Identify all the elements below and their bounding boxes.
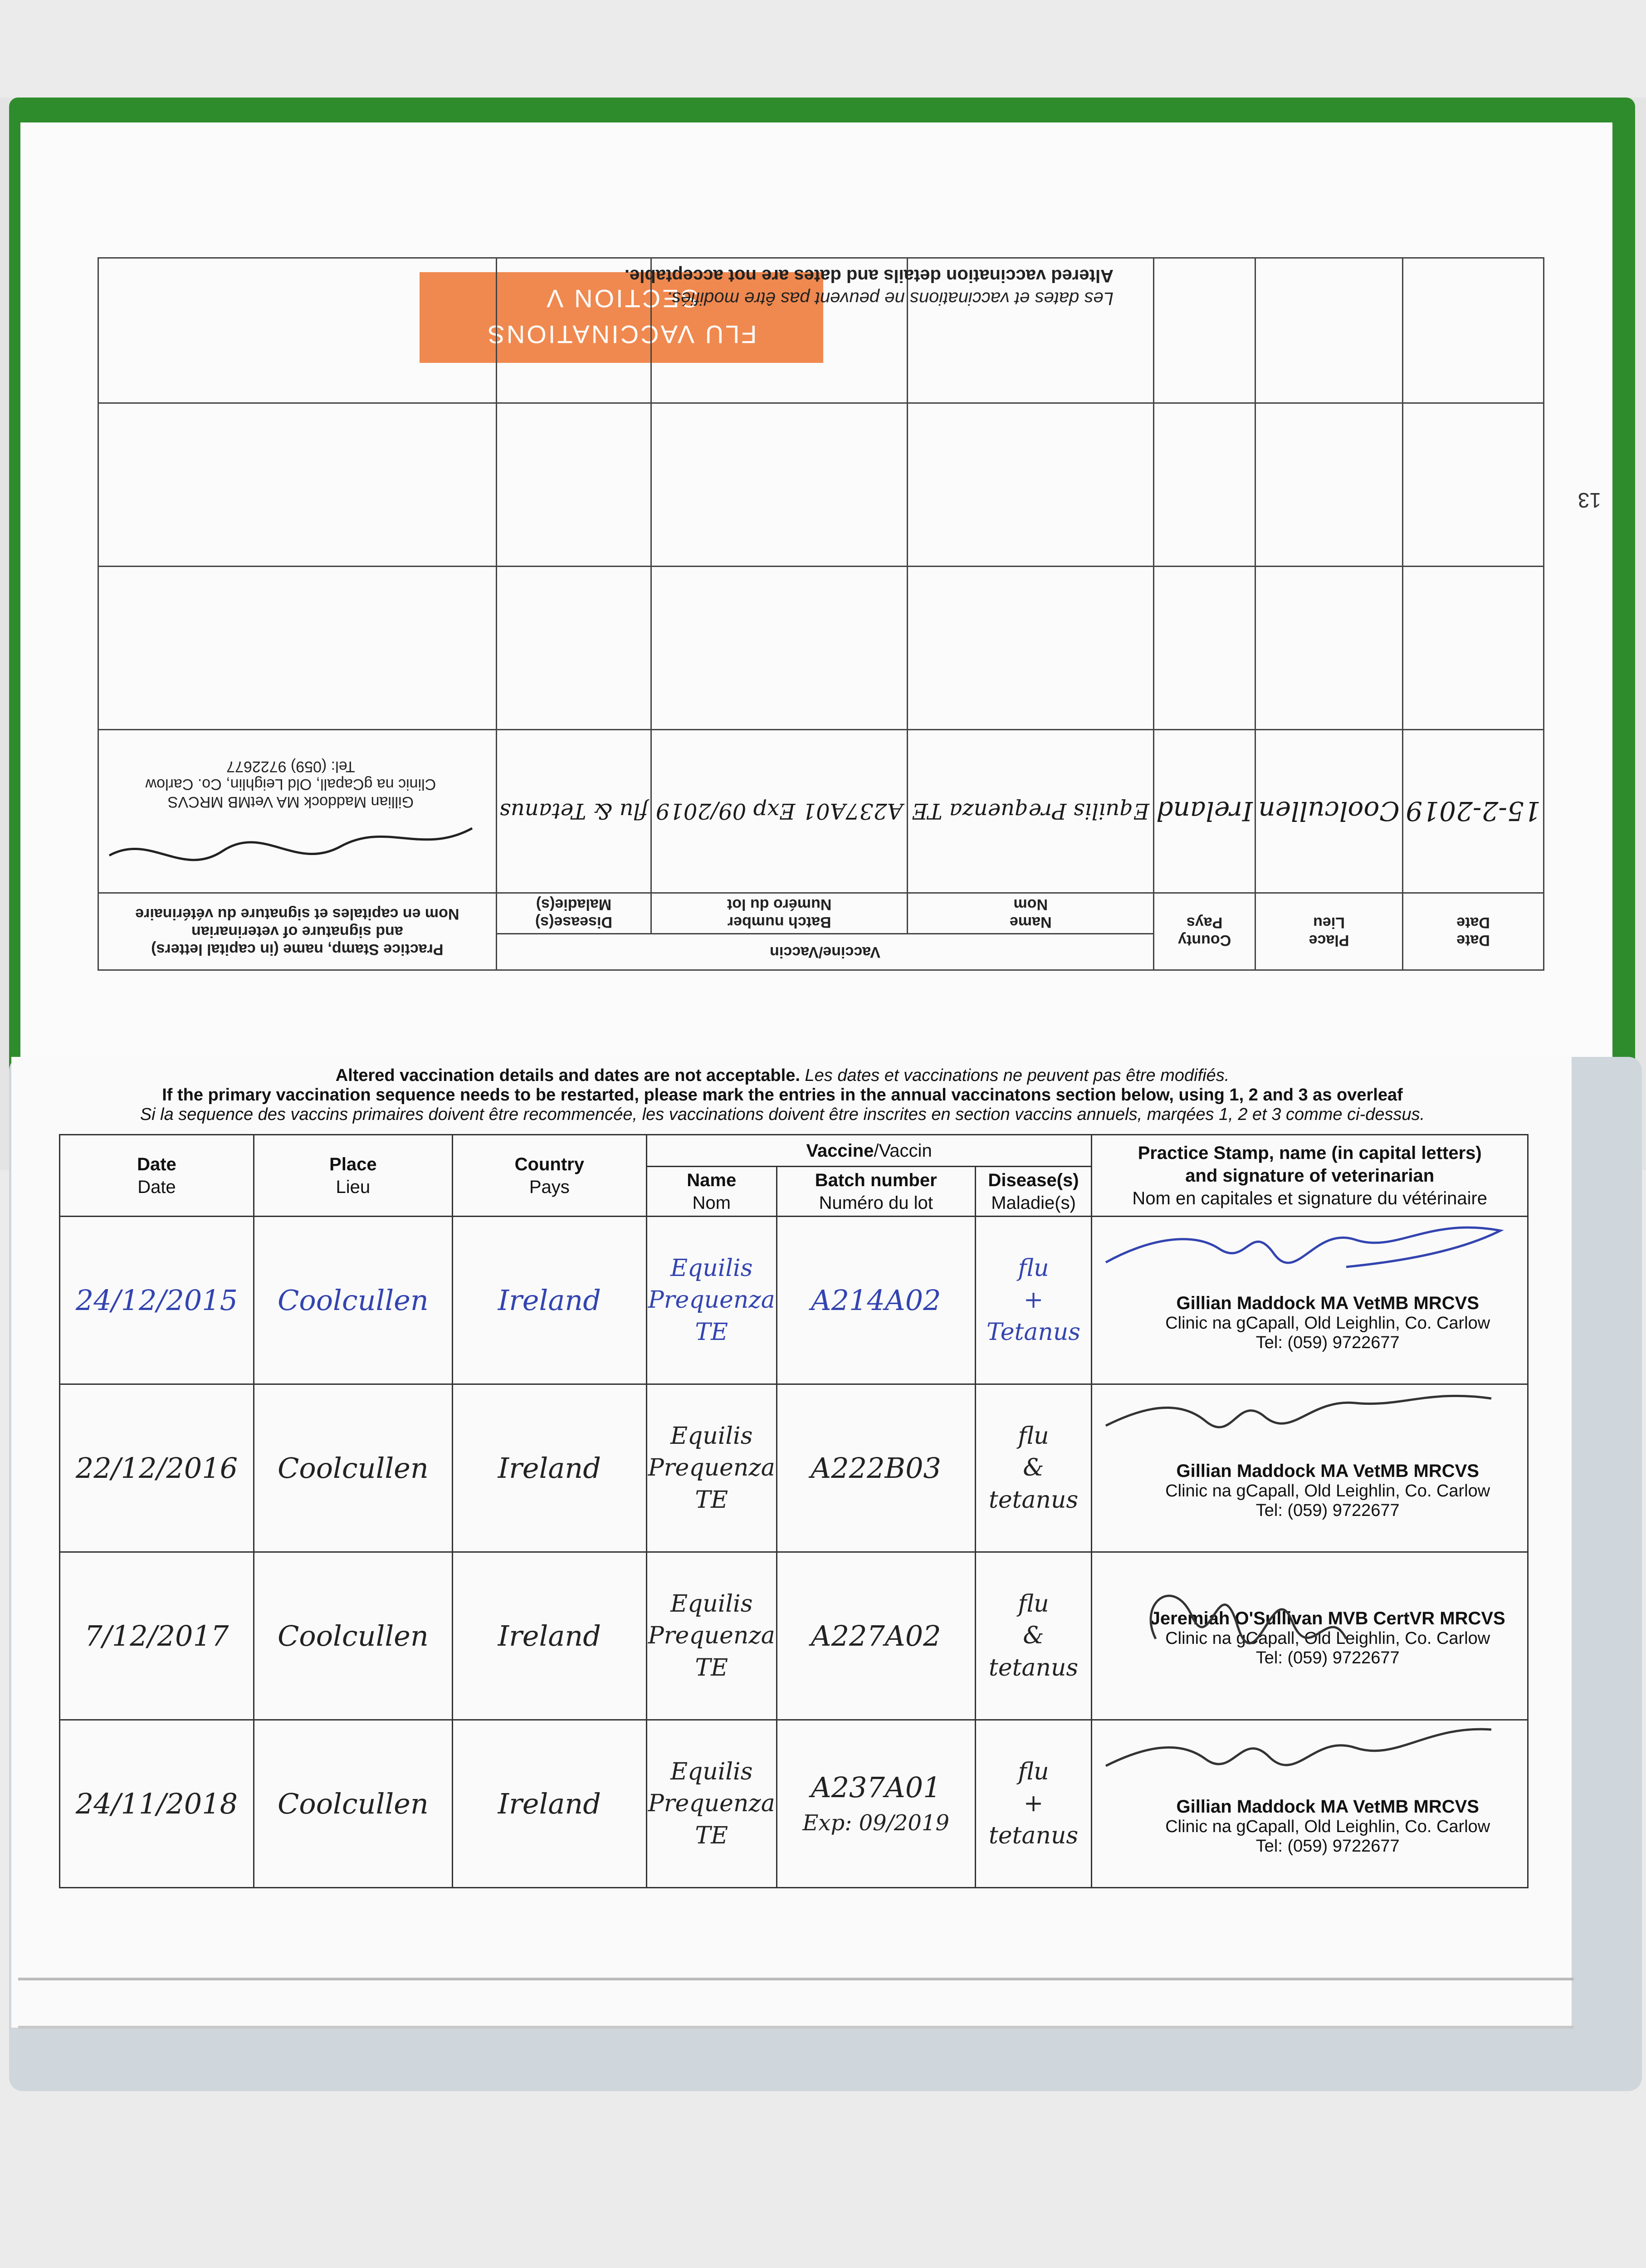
stamp-tel: Tel: (059) 9722677 (226, 758, 355, 776)
table-header-row (98, 934, 1544, 970)
cell-stamp (98, 730, 497, 893)
cell-date: 24/11/2018 (60, 1720, 254, 1888)
altered-notice: Altered vaccination details and dates are not acceptable. Les dates et vaccinations ne peuvent pas être modifiés. (335, 1066, 1230, 1085)
annual-vaccination-table (59, 1134, 1529, 1888)
header-stamp: Practice Stamp, name (in capital letters) and signature of veterinarian Nom en capitales et signature du vétérinaire (98, 893, 497, 970)
cell-disease: flu & tetanus (975, 1552, 1092, 1720)
table-header-row (60, 1135, 1528, 1167)
cell-country: Ireland (452, 1552, 646, 1720)
table-row (60, 1720, 1528, 1888)
header-place: Place Lieu (254, 1135, 452, 1217)
cell-date: 22/12/2016 (60, 1384, 254, 1552)
header-disease: Disease(s) Maladie(s) (496, 893, 651, 934)
table-row (98, 403, 1544, 567)
stamp-clinic: Clinic na gCapall, Old Leighlin, Co. Carlow (1165, 1481, 1490, 1501)
cell-vaccine-name: Equilis Prequenza TE (908, 730, 1154, 893)
cell-date: 7/12/2017 (60, 1552, 254, 1720)
header-vaccine: Vaccine/Vaccin (646, 1135, 1092, 1167)
section-subtitle: SECTION V (545, 284, 698, 313)
cell-date: 15-2-2019 (1403, 730, 1544, 893)
cell-disease: flu + Tetanus (975, 1217, 1092, 1384)
signature-icon (1101, 1716, 1509, 1784)
cell-place: Coolcullen (1255, 730, 1402, 893)
header-stamp: Practice Stamp, name (in capital letters) and signature of veterinarian Nom en capitales et signature du vétérinaire (1092, 1135, 1528, 1217)
stamp-tel: Tel: (059) 9722677 (1255, 1333, 1400, 1352)
header-batch: Batch number Numéro du lot (777, 1167, 975, 1217)
cell-date: 24/12/2015 (60, 1217, 254, 1384)
table-row (98, 730, 1544, 893)
cell-batch: A237A01 Exp: 09/2019 (777, 1720, 975, 1888)
stamp-clinic: Clinic na gCapall, Old Leighlin, Co. Carlow (1165, 1629, 1490, 1648)
cell-disease: flu + tetanus (975, 1720, 1092, 1888)
cell-place: Coolcullen (254, 1384, 452, 1552)
header-date: Date Date (1403, 893, 1544, 970)
cell-disease: flu & tetanus (975, 1384, 1092, 1552)
cell-batch: A222B03 (777, 1384, 975, 1552)
cell-stamp (1092, 1552, 1528, 1720)
cell-country: Ireland (452, 1217, 646, 1384)
stamp-tel: Tel: (059) 9722677 (1255, 1648, 1400, 1667)
flu-vaccinations-page (20, 122, 1612, 1111)
flu-vaccination-table (98, 257, 1544, 971)
stamp-tel: Tel: (059) 9722677 (1255, 1501, 1400, 1520)
cell-stamp (1092, 1384, 1528, 1552)
cell-stamp (1092, 1217, 1528, 1384)
signature-icon (1101, 1548, 1419, 1652)
stamp-clinic: Clinic na gCapall, Old Leighlin, Co. Carlow (1165, 1817, 1490, 1836)
top-altered-notice: Altered vaccination details and dates are not acceptable. (624, 266, 1114, 286)
cell-vaccine-name: Equilis Prequenza TE (646, 1552, 777, 1720)
cell-country: Ireland (452, 1384, 646, 1552)
header-country: County Pays (1154, 893, 1255, 970)
cell-batch: A237A01 Exp 09/2019 (651, 730, 908, 893)
restart-notice: If the primary vaccination sequence needs to be restarted, please mark the entries in the annual vaccinatons section below, using 1, 2 and 3 as overleaf (162, 1085, 1403, 1105)
cell-batch: A227A02 (777, 1552, 975, 1720)
stamp-name: Gillian Maddock MA VetMB MRCVS (1176, 1293, 1479, 1313)
header-place: Place Lieu (1255, 893, 1402, 970)
cell-stamp (1092, 1720, 1528, 1888)
signature-icon (1101, 1380, 1509, 1448)
header-vaccine: Vaccine/Vaccin (496, 934, 1154, 970)
cell-country: Ireland (1154, 730, 1255, 893)
header-name: Name Nom (646, 1167, 777, 1217)
table-row (60, 1552, 1528, 1720)
cell-place: Coolcullen (254, 1217, 452, 1384)
cell-country: Ireland (452, 1720, 646, 1888)
header-name: Name Nom (908, 893, 1154, 934)
cell-disease: flu & Tetanus (496, 730, 651, 893)
header-batch: Batch number Numéro du lot (651, 893, 908, 934)
cell-batch: A214A02 (777, 1217, 975, 1384)
stamp-tel: Tel: (059) 9722677 (1255, 1837, 1400, 1856)
table-row (60, 1384, 1528, 1552)
table-row (98, 567, 1544, 730)
header-country: Country Pays (452, 1135, 646, 1217)
page-edges (18, 1978, 1574, 2028)
signature-icon (1101, 1212, 1509, 1281)
stamp-name: Gillian Maddock MA VetMB MRCVS (1176, 1461, 1479, 1481)
header-disease: Disease(s) Maladie(s) (975, 1167, 1092, 1217)
stamp-name: Gillian Maddock MA VetMB MRCVS (1176, 1797, 1479, 1817)
signature-icon (105, 815, 477, 865)
stamp-clinic: Clinic na gCapall, Old Leighlin, Co. Carlow (1165, 1314, 1490, 1333)
stamp-name: Gillian Maddock MA VetMB MRCVS (167, 793, 414, 811)
cell-place: Coolcullen (254, 1720, 452, 1888)
section-title: FLU VACCINATIONS (486, 320, 757, 349)
header-date: Date Date (60, 1135, 254, 1217)
table-row (60, 1217, 1528, 1384)
stamp-clinic: Clinic na gCapall, Old Leighlin, Co. Carlow (145, 776, 436, 793)
page-number: 13 (1578, 489, 1601, 512)
cell-place: Coolcullen (254, 1552, 452, 1720)
top-altered-notice-fr: Les dates et vaccinations ne peuvent pas être modifiés. (666, 288, 1114, 308)
restart-notice-fr: Si la sequence des vaccins primaires doivent être recommencée, les vaccinations doivent être inscrites en section vaccins annuels, marqées 1, 2 et 3 comme ci-dessus. (140, 1105, 1425, 1124)
stamp-name: Jeremiah O'Sullivan MVB CertVR MRCVS (1150, 1608, 1505, 1628)
cell-vaccine-name: Equilis Prequenza TE (646, 1384, 777, 1552)
cell-vaccine-name: Equilis Prequenza TE (646, 1217, 777, 1384)
cell-vaccine-name: Equilis Prequenza TE (646, 1720, 777, 1888)
